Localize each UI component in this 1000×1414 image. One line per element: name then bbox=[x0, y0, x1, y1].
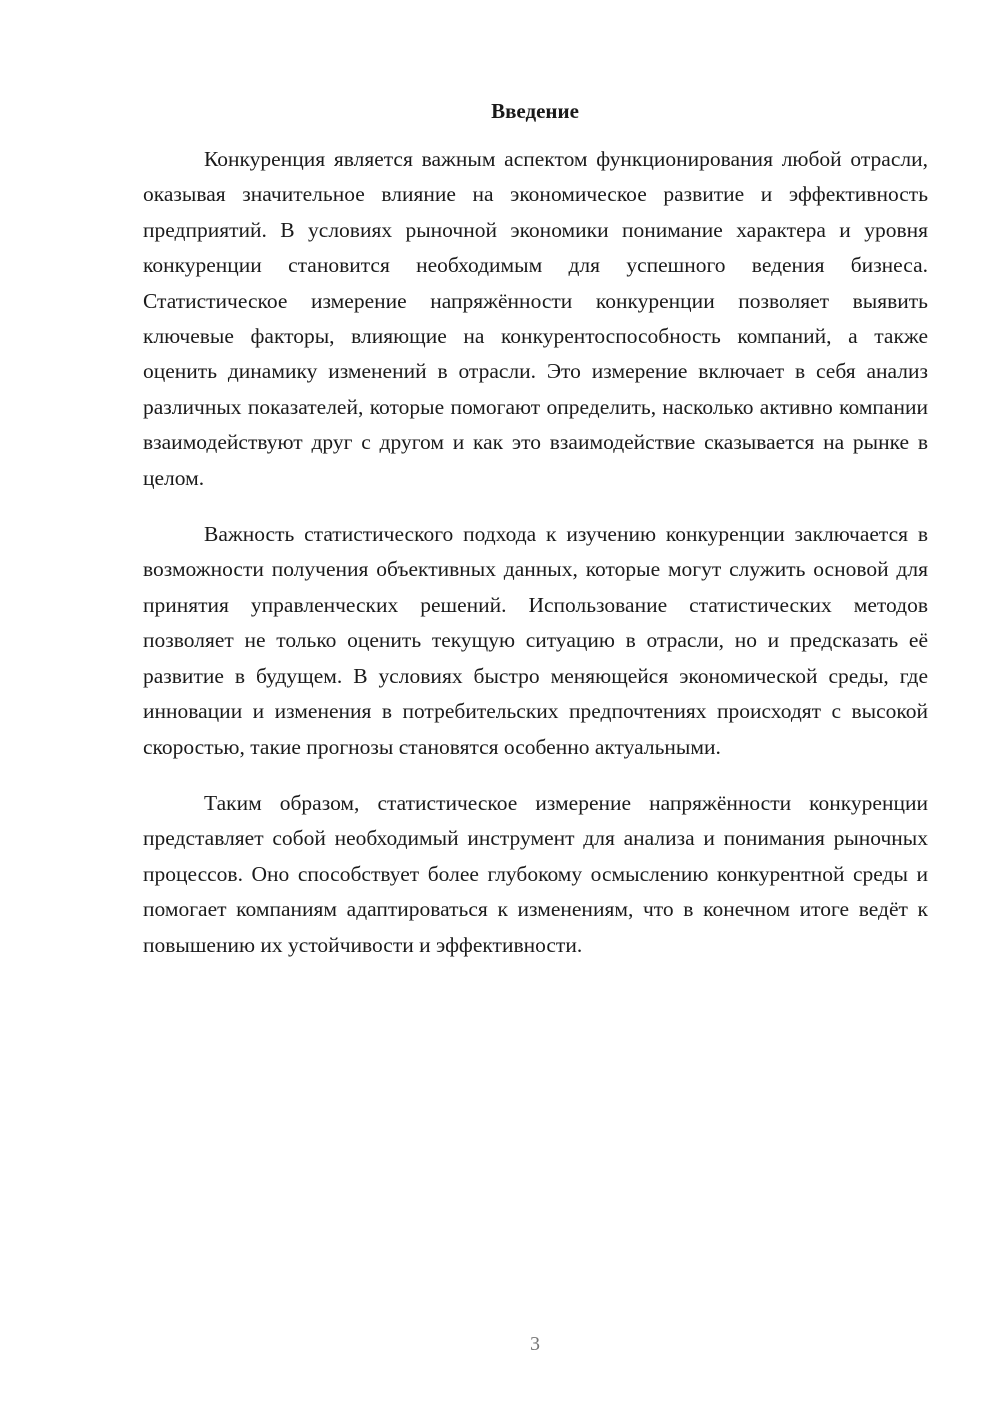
page-title: Введение bbox=[491, 99, 579, 123]
paragraph-2: Важность статистического подхода к изучению конкуренции заключается в возможности получения объективных данных, которые могут служить основой для принятия управленческих решений. Использование статистических методов позволяет не только оценить текущую ситуацию в отрасли, но и предсказать её развитие в будущем. В условиях быстро меняющейся экономической среды, где инновации и изменения в потребительских предпочтениях происходят с высокой скоростью, такие прогнозы становятся особенно актуальными. bbox=[143, 522, 928, 759]
page-number: 3 bbox=[530, 1333, 540, 1355]
paragraph-1: Конкуренция является важным аспектом функционирования любой отрасли, оказывая значительное влияние на экономическое развитие и эффективность предприятий. В условиях рыночной экономики понимание характера и уровня конкуренции становится необходимым для успешного ведения бизнеса. Статистическое измерение напряжённости конкуренции позволяет выявить ключевые факторы, влияющие на конкурентоспособность компаний, а также оценить динамику изменений в отрасли. Это измерение включает в себя анализ различных показателей, которые помогают определить, насколько активно компании взаимодействуют друг с другом и как это взаимодействие сказывается на рынке в целом. bbox=[143, 147, 928, 490]
document-body bbox=[143, 142, 928, 984]
paragraph-3: Таким образом, статистическое измерение напряжённости конкуренции представляет собой необходимый инструмент для анализа и понимания рыночных процессов. Оно способствует более глубокому осмыслению конкурентной среды и помогает компаниям адаптироваться к изменениям, что в конечном итоге ведёт к повышению их устойчивости и эффективности. bbox=[143, 790, 928, 957]
